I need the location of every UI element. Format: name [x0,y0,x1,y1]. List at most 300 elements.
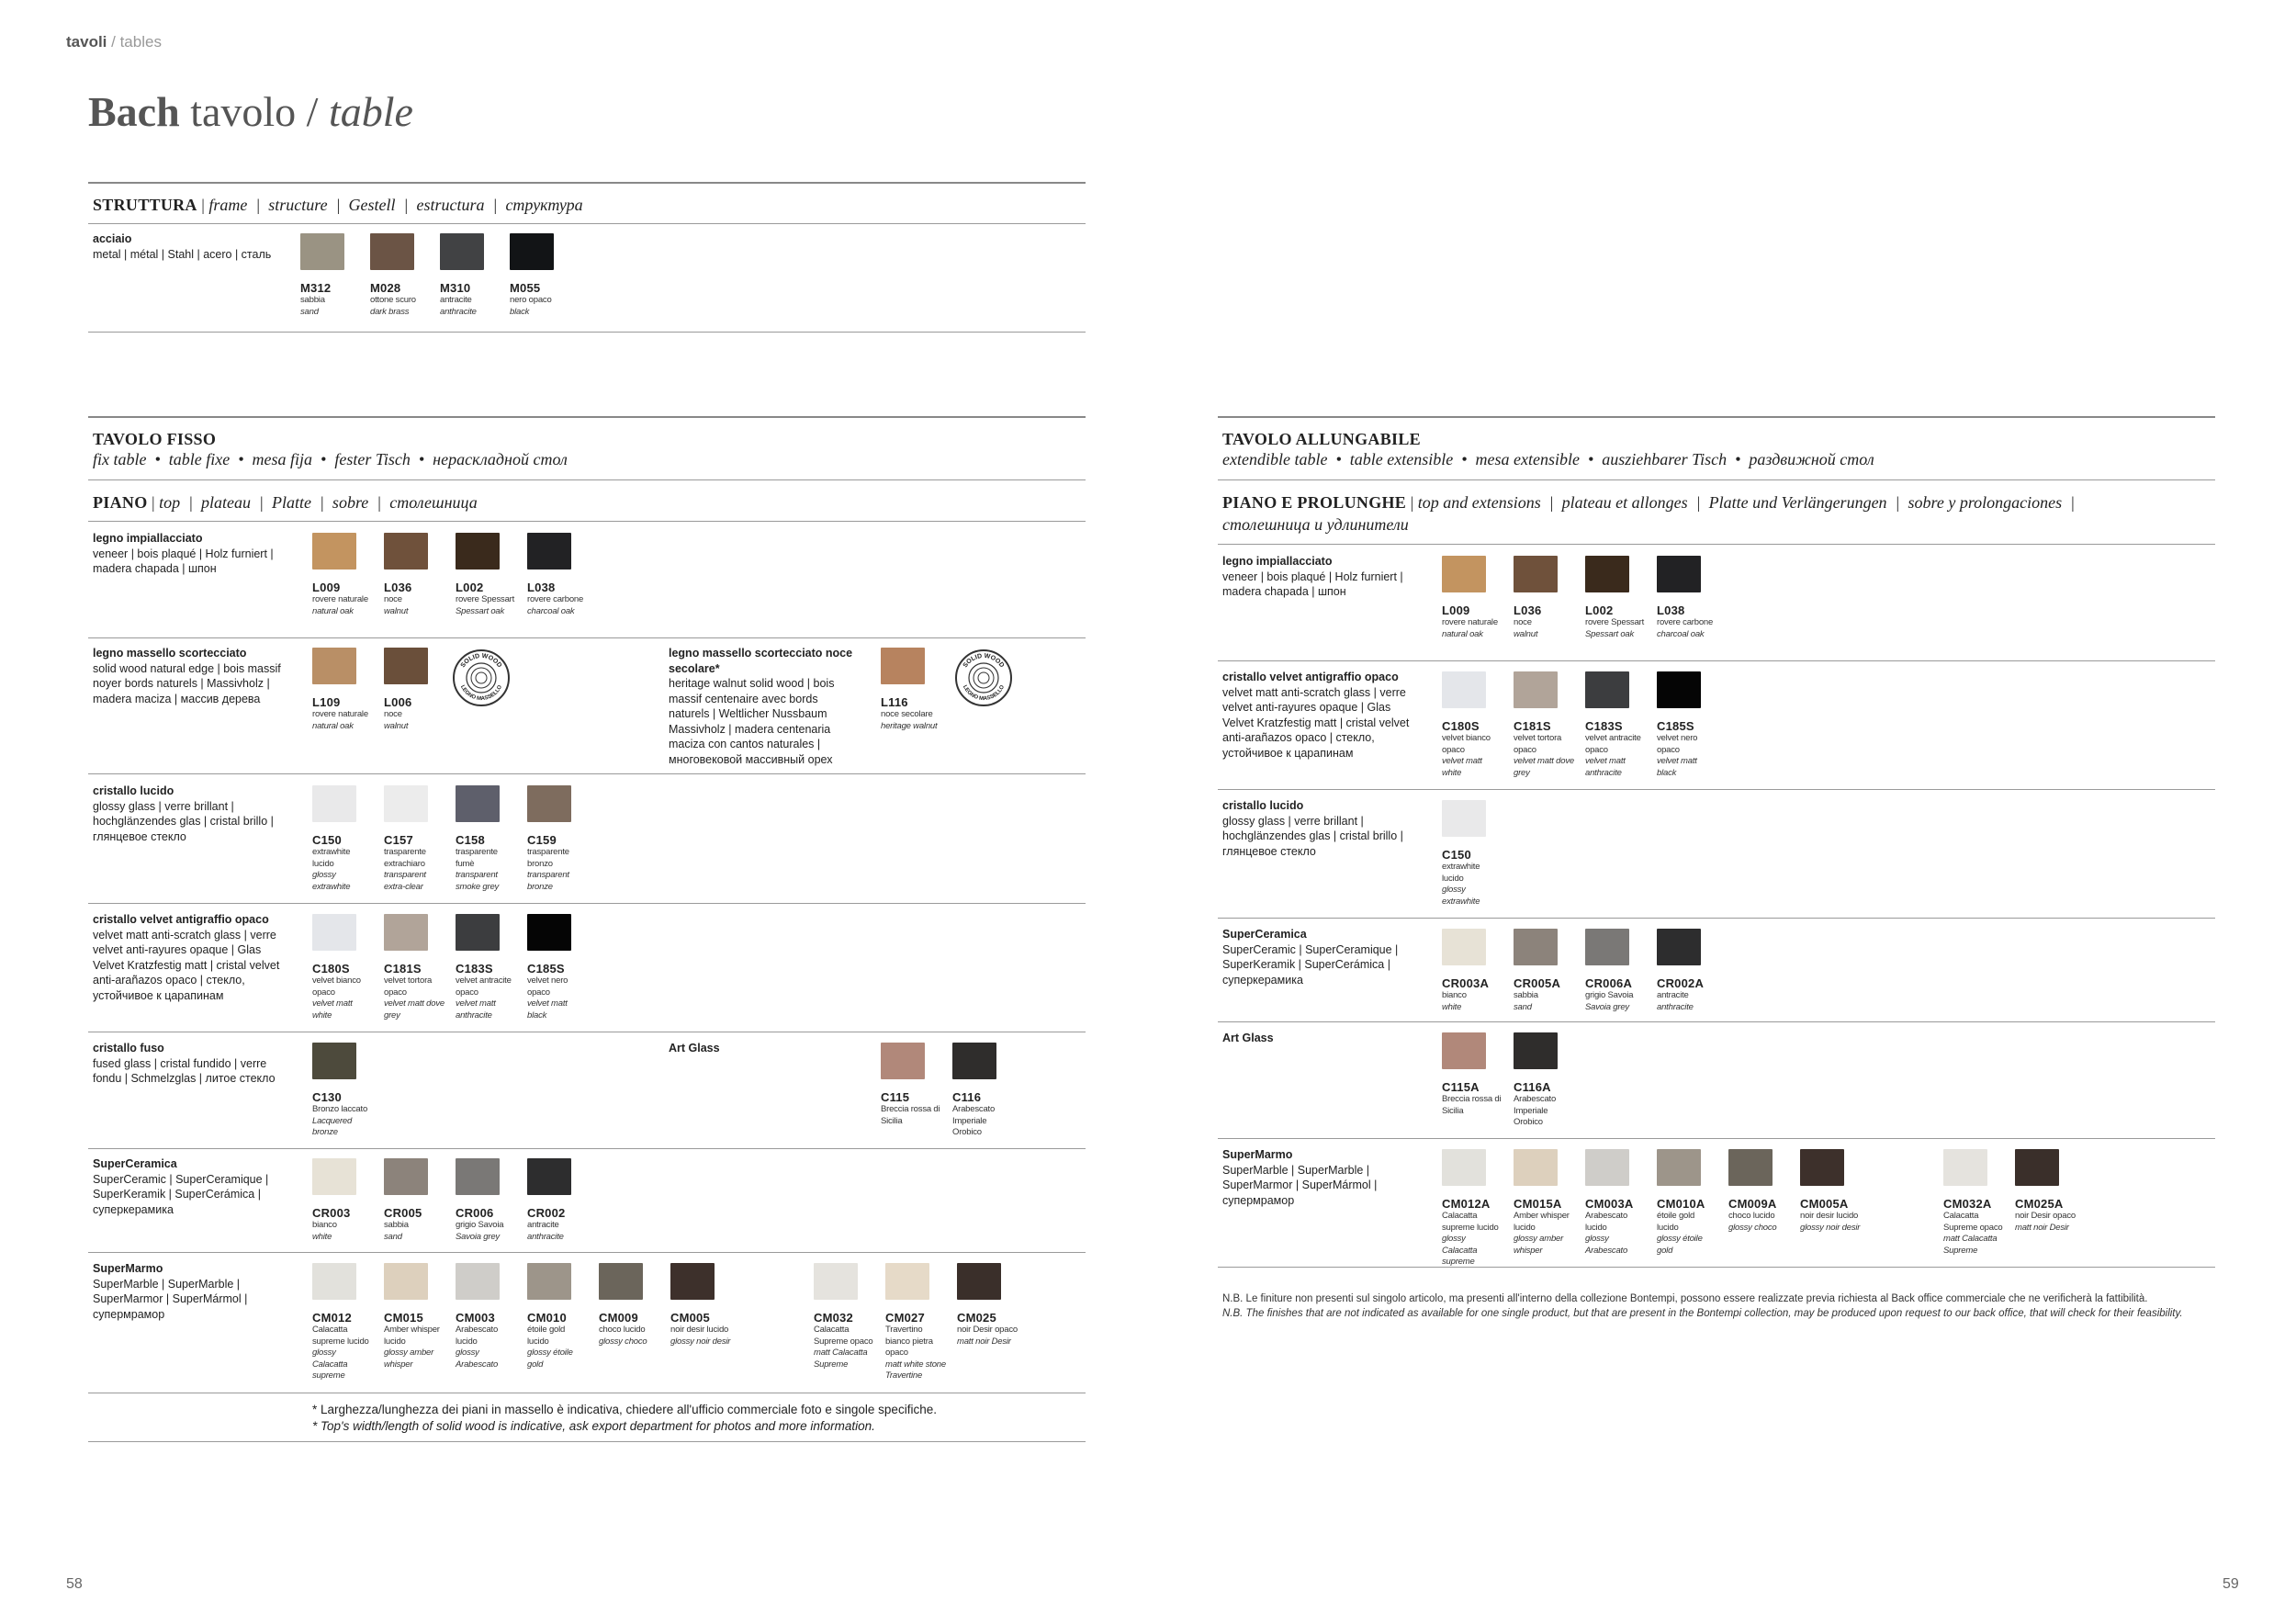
material-name: legno massello scortecciato [93,647,247,660]
material-name: Art Glass [669,1042,720,1054]
finish-swatch[interactable] [527,533,588,617]
fisso-piano-bold: PIANO [93,493,148,512]
finish-chip[interactable] [1800,1149,1844,1186]
finish-chip[interactable] [456,914,500,951]
finish-code: L036 [1514,603,1542,617]
finish-swatch[interactable] [312,1158,373,1243]
fisso-subtitle-text: fix table • table fixe • mesa fija • fester Tisch • нераскладной стол [93,450,568,468]
finish-swatch[interactable] [1585,1149,1646,1257]
finish-swatch[interactable] [370,233,431,318]
finish-chip[interactable] [1514,671,1558,708]
finish-code: CR006 [456,1206,494,1220]
finish-code: C115 [881,1090,910,1104]
finish-swatch[interactable] [384,1158,445,1243]
finish-swatch[interactable] [527,785,588,893]
struttura-header-bold: STRUTTURA [93,196,197,214]
finish-swatch[interactable] [1657,556,1717,640]
finish-name: grigio Savoia [1585,990,1634,1000]
finish-swatch[interactable] [1585,929,1646,1013]
finish-name: extrawhite lucido [312,847,351,869]
divider [88,182,1086,184]
finish-name: étoile gold lucido [1657,1211,1695,1233]
finish-chip[interactable] [312,785,356,822]
finish-chip[interactable] [1442,800,1486,837]
finish-code: M312 [300,281,332,295]
finish-swatch[interactable] [2015,1149,2076,1234]
finish-swatch[interactable] [1514,671,1574,779]
finish-chip[interactable] [370,233,414,270]
material-velvet-glass [1222,670,1424,761]
finish-name-en: glossy extrawhite [312,870,351,892]
title-bold: Bach [88,88,180,135]
finish-swatch[interactable] [384,914,445,1021]
finish-name-en: heritage walnut [881,720,938,731]
finish-code: CR005A [1514,976,1561,990]
finish-chip[interactable] [384,785,428,822]
finish-chip[interactable] [312,533,356,570]
finish-name: rovere carbone [527,594,584,604]
finish-chip[interactable] [312,914,356,951]
finish-name: rovere naturale [312,709,368,719]
finish-name: velvet tortora opaco [1514,733,1562,755]
finish-code: C183S [456,962,493,976]
finish-name: sabbia [384,1220,409,1230]
material-desc: metal | métal | Stahl | acero | сталь [93,247,272,261]
finish-name: bianco [312,1220,337,1230]
material-name: SuperCeramica [1222,928,1307,941]
finish-swatch[interactable] [1728,1149,1789,1234]
material-name: legno massello scortecciato noce secolare* [669,647,853,675]
finish-name-en: charcoal oak [527,605,575,616]
material-desc: glossy glass | verre brillant | hochglänzendes glas | cristal brillo | глянцевое стекло [93,799,274,843]
finish-swatch[interactable] [1442,671,1503,779]
finish-code: C159 [527,833,557,847]
finish-chip[interactable] [312,1043,356,1079]
finish-code: CM005A [1800,1197,1849,1211]
finish-code: C180S [1442,719,1480,733]
finish-chip[interactable] [1728,1149,1773,1186]
divider [1218,479,2215,480]
finish-chip[interactable] [1657,671,1701,708]
finish-name: Calacatta Supreme opaco [1943,1211,2003,1233]
page-title [88,87,413,136]
material-name: cristallo lucido [93,784,174,797]
finish-swatch[interactable] [814,1263,874,1370]
finish-chip[interactable] [456,533,500,570]
divider [1218,789,2215,790]
finish-swatch[interactable] [384,1263,445,1370]
finish-swatch[interactable] [1442,800,1503,908]
finish-code: CR002 [527,1206,566,1220]
material-name: SuperMarmo [93,1262,163,1275]
fisso-title [93,428,216,450]
finish-code: CM032 [814,1311,853,1325]
finish-swatch[interactable] [527,1158,588,1243]
nb-note [1222,1291,2183,1321]
finish-code: M310 [440,281,471,295]
finish-chip[interactable] [1585,929,1629,965]
svg-text:SOLID WOOD: SOLID WOOD [459,652,503,670]
finish-code: C150 [1442,848,1471,862]
material-desc: SuperMarble | SuperMarble | SuperMarmor | SuperMármol | супермрамор [93,1277,248,1321]
finish-chip[interactable] [957,1263,1001,1300]
finish-name-en: velvet matt dove grey [384,998,445,1021]
finish-name-en: velvet matt white [1442,756,1482,778]
finish-name-en: glossy étoile gold [527,1348,573,1370]
note-it: * Larghezza/lunghezza dei piani in massello è indicativa, chiedere all'ufficio commerciale foto e singole specifiche. [312,1403,937,1416]
finish-name: choco lucido [1728,1211,1775,1221]
material-name: cristallo lucido [1222,799,1304,812]
finish-code: CR006A [1585,976,1633,990]
material-name: cristallo velvet antigraffio opaco [1222,671,1399,683]
material-desc: heritage walnut solid wood | bois massif centenaire avec bords naturels | Weltlicher Nussbaum Massivholz | madera centenaria maciza con cantos naturales | многовековой массивный орех [669,677,835,766]
finish-name: choco lucido [599,1325,646,1335]
finish-chip[interactable] [312,1158,356,1195]
finish-chip[interactable] [1442,556,1486,592]
finish-swatch[interactable] [670,1263,731,1348]
svg-text:SOLID WOOD: SOLID WOOD [962,652,1006,670]
finish-chip[interactable] [670,1263,715,1300]
finish-name: noce secolare [881,709,933,719]
finish-chip[interactable] [384,1263,428,1300]
breadcrumb-sub: / tables [111,33,162,51]
finish-name-en: glossy choco [1728,1222,1777,1233]
page-number-left: 58 [66,1576,83,1592]
finish-code: C157 [384,833,413,847]
finish-name-en: glossy noir desir [670,1336,731,1347]
finish-name: Arabescato Imperiale Orobico [952,1104,996,1137]
finish-swatch[interactable] [1585,556,1646,640]
finish-name: noce [384,709,402,719]
finish-name-en: charcoal oak [1657,628,1705,639]
finish-swatch[interactable] [456,785,516,893]
finish-code: C181S [1514,719,1551,733]
finish-chip[interactable] [384,914,428,951]
divider [88,1441,1086,1442]
breadcrumb-section[interactable]: tavoli [66,33,107,51]
divider [88,521,1086,522]
finish-code: C150 [312,833,342,847]
finish-code: L116 [881,695,908,709]
finish-swatch[interactable] [312,1043,373,1139]
finish-swatch[interactable] [312,1263,373,1382]
finish-code: CM025 [957,1311,996,1325]
finish-swatch[interactable] [456,1263,516,1370]
finish-name-en: glossy amber whisper [1514,1234,1564,1256]
finish-name-en: glossy Calacatta supreme [1442,1234,1478,1267]
finish-chip[interactable] [1657,1149,1701,1186]
finish-code: L036 [384,581,412,594]
finish-swatch[interactable] [599,1263,659,1348]
material-desc: solid wood natural edge | bois massif noyer bords naturels | Massivholz | madera maciza | массив дерева [93,661,281,705]
divider [1218,544,2215,545]
finish-chip[interactable] [814,1263,858,1300]
finish-swatch[interactable] [384,648,445,732]
finish-swatch[interactable] [510,233,570,318]
finish-code: CR003 [312,1206,351,1220]
finish-name: trasparente bronzo [527,847,569,869]
material-heritage-walnut [669,646,861,767]
finish-code: CM015A [1514,1197,1562,1211]
finish-code: CM012A [1442,1197,1491,1211]
finish-name-en: Lacquered bronze [312,1115,353,1137]
finish-swatch[interactable] [456,914,516,1021]
finish-chip[interactable] [885,1263,929,1300]
finish-code: L038 [1657,603,1685,617]
finish-chip[interactable] [1943,1149,1987,1186]
finish-chip[interactable] [1514,929,1558,965]
finish-chip[interactable] [527,1263,571,1300]
finish-swatch[interactable] [885,1263,946,1382]
finish-name-en: velvet matt dove grey [1514,756,1574,778]
finish-name: sabbia [1514,990,1538,1000]
material-supermarmo [93,1261,295,1322]
finish-chip[interactable] [1442,1149,1486,1186]
material-solid-wood [93,646,295,706]
finish-swatch[interactable] [1514,556,1574,640]
finish-swatch[interactable] [1657,929,1717,1013]
finish-chip[interactable] [1514,1032,1558,1069]
finish-swatch[interactable] [384,785,445,893]
finish-name-en: velvet matt black [1657,756,1697,778]
finish-name-en: Spessart oak [456,605,505,616]
finish-name-en: transparent bronze [527,870,569,892]
nb-it: N.B. Le finiture non presenti sul singolo articolo, ma presenti all'interno della collezione Bontempi, possono essere realizzate previa richiesta al Back office commerciale che ne verificherà la fattibilità. [1222,1293,2148,1304]
finish-code: M055 [510,281,541,295]
divider [1218,416,2215,418]
finish-swatch[interactable] [527,914,588,1021]
finish-chip[interactable] [599,1263,643,1300]
finish-swatch[interactable] [1657,1149,1717,1257]
finish-name-en: velvet matt white [312,998,353,1021]
finish-name-en: transparent extra-clear [384,870,426,892]
finish-swatch[interactable] [312,914,373,1021]
finish-swatch[interactable] [384,533,445,617]
material-name: legno impiallacciato [93,532,203,545]
solid-wood-badge-icon [954,648,1013,707]
material-name: SuperCeramica [93,1157,177,1170]
finish-chip[interactable] [1442,671,1486,708]
finish-chip[interactable] [1657,556,1701,592]
finish-swatch[interactable] [1585,671,1646,779]
finish-name-en: matt noir Desir [957,1336,1011,1347]
finish-name-en: white [312,1231,332,1242]
solid-wood-note [312,1402,937,1435]
material-glossy-glass [1222,798,1424,859]
finish-name: velvet tortora opaco [384,976,433,998]
finish-chip[interactable] [312,648,356,684]
finish-name-en: glossy étoile gold [1657,1234,1703,1256]
finish-name-en: matt Calacatta Supreme [1943,1234,1998,1256]
finish-swatch[interactable] [440,233,501,318]
finish-chip[interactable] [312,1263,356,1300]
finish-swatch[interactable] [1514,1149,1574,1257]
finish-name: velvet nero opaco [527,976,568,998]
material-desc: veneer | bois plaqué | Holz furniert | madera chapada | шпон [1222,570,1403,598]
page-number-right: 59 [2223,1576,2239,1592]
finish-name: velvet bianco opaco [312,976,361,998]
finish-chip[interactable] [881,648,925,684]
finish-chip[interactable] [1585,1149,1629,1186]
finish-name: antracite [527,1220,559,1230]
finish-chip[interactable] [440,233,484,270]
finish-name-en: glossy extrawhite [1442,885,1480,907]
finish-name-en: matt Calacatta Supreme [814,1348,868,1370]
finish-code: L002 [456,581,484,594]
finish-swatch[interactable] [527,1263,588,1370]
material-veneer [1222,554,1424,600]
finish-swatch[interactable] [300,233,361,318]
material-desc: velvet matt anti-scratch glass | verre velvet anti-rayures opaque | Glas Velvet Kratzfestig matt | cristal velvet anti-arañazos opaco | стекло, устойчивое к царапинам [93,928,280,1002]
finish-name: grigio Savoia [456,1220,504,1230]
finish-chip[interactable] [527,785,571,822]
finish-chip[interactable] [1657,929,1701,965]
finish-code: C185S [527,962,565,976]
finish-name-en: anthracite [1657,1001,1694,1012]
finish-chip[interactable] [456,1158,500,1195]
finish-swatch[interactable] [312,648,373,732]
finish-name-en: transparent smoke grey [456,870,500,892]
finish-swatch[interactable] [881,648,941,732]
finish-name: trasparente fumè [456,847,498,869]
finish-code: C116A [1514,1080,1551,1094]
finish-code: C181S [384,962,422,976]
title-rest: tavolo / [179,88,329,135]
material-desc: SuperCeramic | SuperCeramique | SuperKeramik | SuperCerámica | суперкерамика [1222,942,1399,987]
material-desc: SuperMarble | SuperMarble | SuperMarmor | SuperMármol | супермрамор [1222,1163,1378,1207]
material-art-glass [669,1041,871,1056]
finish-chip[interactable] [300,233,344,270]
finish-name-en: natural oak [1442,628,1483,639]
material-desc: fused glass | cristal fundido | verre fondu | Schmelzglas | литое стекло [93,1056,276,1085]
finish-name-en: Savoia grey [456,1231,500,1242]
finish-name: rovere naturale [1442,617,1498,627]
finish-swatch[interactable] [1943,1149,2004,1257]
finish-chip[interactable] [456,785,500,822]
finish-swatch[interactable] [1657,671,1717,779]
divider [1218,918,2215,919]
finish-name: noce [384,594,402,604]
finish-chip[interactable] [1585,556,1629,592]
finish-name-en: glossy noir desir [1800,1222,1861,1233]
finish-code: L006 [384,695,412,709]
allung-subtitle [1222,448,1874,470]
finish-chip[interactable] [456,1263,500,1300]
material-name: cristallo velvet antigraffio opaco [93,913,269,926]
material-steel [93,231,295,262]
finish-name: Calacatta supreme lucido [1442,1211,1499,1233]
solid-wood-badge-icon [452,648,511,707]
struttura-header: STRUTTURA | frame | structure | Gestell | estructura | структура [93,196,583,214]
svg-text:LEGNO MASSELLO: LEGNO MASSELLO [961,684,1007,703]
finish-swatch[interactable] [1442,1149,1503,1269]
finish-swatch[interactable] [456,1158,516,1243]
finish-swatch[interactable] [957,1263,1018,1348]
allung-subtitle-text: extendible table • table extensible • mesa extensible • ausziehbarer Tisch • раздвижной стол [1222,450,1874,468]
finish-code: CM003A [1585,1197,1634,1211]
finish-code: CM009A [1728,1197,1777,1211]
finish-name-en: Spessart oak [1585,628,1635,639]
finish-swatch[interactable] [952,1043,1013,1139]
breadcrumb [66,33,162,51]
finish-name-en: sand [300,306,319,317]
finish-name-en: glossy choco [599,1336,647,1347]
finish-name: velvet antracite opaco [1585,733,1641,755]
finish-code: CM010 [527,1311,567,1325]
finish-chip[interactable] [527,533,571,570]
finish-name: sabbia [300,295,325,305]
finish-name-en: matt noir Desir [2015,1222,2069,1233]
finish-name: rovere Spessart [1585,617,1645,627]
allung-piano-header: PIANO E PROLUNGHE | top and extensions | plateau et allonges | Platte und Verlängerungen | sobre y prolongaciones | столешница и удлинители [1222,493,2076,534]
finish-chip[interactable] [1442,1032,1486,1069]
finish-chip[interactable] [1585,671,1629,708]
finish-chip[interactable] [1514,556,1558,592]
finish-chip[interactable] [881,1043,925,1079]
material-name: cristallo fuso [93,1042,164,1054]
finish-name-en: sand [384,1231,402,1242]
finish-chip[interactable] [510,233,554,270]
finish-code: C180S [312,962,350,976]
finish-name-en: dark brass [370,306,410,317]
finish-swatch[interactable] [456,533,516,617]
finish-code: C183S [1585,719,1623,733]
finish-swatch[interactable] [1800,1149,1861,1234]
finish-code: C158 [456,833,485,847]
finish-code: M028 [370,281,401,295]
finish-name-en: velvet matt anthracite [1585,756,1626,778]
finish-chip[interactable] [2015,1149,2059,1186]
material-glossy-glass [93,784,295,844]
finish-code: C185S [1657,719,1694,733]
divider [1218,1267,2215,1268]
finish-name-en: walnut [384,720,409,731]
material-art-glass [1222,1031,1424,1046]
finish-chip[interactable] [527,914,571,951]
allung-piano-rest: top and extensions | plateau et allonges | Platte und Verlängerungen | sobre y prolongaciones | [1417,493,2076,512]
finish-name: bianco [1442,990,1467,1000]
finish-swatch[interactable] [881,1043,941,1127]
finish-name: antracite [440,295,472,305]
divider [1218,1138,2215,1139]
finish-swatch[interactable] [1442,556,1503,640]
finish-swatch[interactable] [312,785,373,893]
finish-chip[interactable] [1514,1149,1558,1186]
finish-name: Arabescato Imperiale Orobico [1514,1094,1557,1127]
finish-chip[interactable] [527,1158,571,1195]
finish-chip[interactable] [384,533,428,570]
finish-name: Amber whisper lucido [1514,1211,1570,1233]
finish-swatch[interactable] [1514,1032,1574,1129]
finish-swatch[interactable] [1442,929,1503,1013]
divider [88,223,1086,224]
finish-chip[interactable] [1442,929,1486,965]
finish-name-en: matt white stone Travertine [885,1359,946,1381]
finish-swatch[interactable] [312,533,373,617]
finish-chip[interactable] [384,648,428,684]
fisso-subtitle [93,448,568,470]
finish-swatch[interactable] [1514,929,1574,1013]
material-velvet-glass [93,912,295,1003]
finish-name: noce [1514,617,1532,627]
fisso-piano-rest: top | plateau | Platte | sobre | столешница [159,493,478,512]
note-en: * Top's width/length of solid wood is indicative, ask export department for photos and more information. [312,1419,875,1433]
finish-chip[interactable] [384,1158,428,1195]
finish-chip[interactable] [952,1043,996,1079]
finish-swatch[interactable] [1442,1032,1503,1117]
finish-name-en: sand [1514,1001,1532,1012]
finish-name: ottone scuro [370,295,416,305]
